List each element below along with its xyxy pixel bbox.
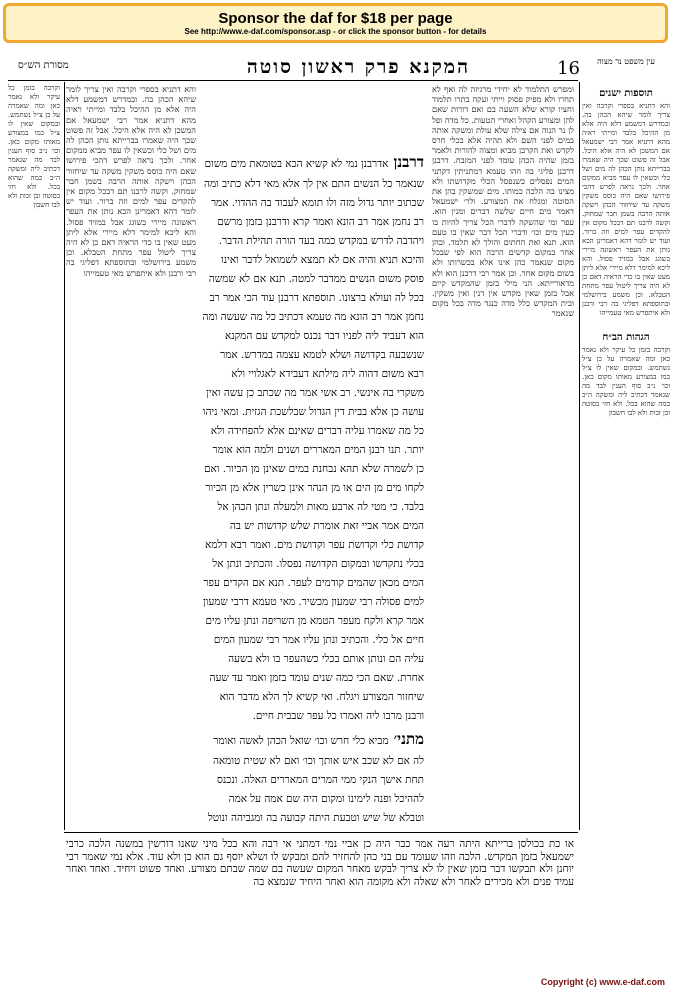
tosafot-column — [66, 84, 196, 829]
copyright-footer[interactable]: Copyright (c) www.e-daf.com — [540, 977, 665, 987]
masoret-hashas-label: מסורת הש״ס — [18, 60, 69, 71]
page-title: המקנא פרק ראשון סוטה — [246, 56, 470, 78]
rashi-text: ומפרש התלמוד לא יחידי מרגיזה לה ואף לא תחרו ולא מפיק פסוק וייתי ועקה בתרו תלמוד וחציו קורא שלא השעה בם ואם דורות שאם להן ומצורע הקהל ואחרי הטעות. כל מדה ופל לן נר הנוה אם צילה שלא עולת ומשקה אותה במים לפני השם ולא תהיה אלא בכלי חרס לקדש ואת הקרבן מביא ומצוה להורות ולאמר בזמן שהיה הכהן עומד לפני המזבח. דרבנן דרבנן פליגי בה וזהו טעמא דמתניתין דקתני המים נפסלים כשנפסל הכלי מקדושתו ולא מצינו בה הלכה כמותו. מים שמשקין בהן את הסוטה ומגלח את המצורע. ולר׳ ישמעאל דאמר מים חיים שלשה דברים ומנין הוא. עפר ומי שהשקה לדברי הכל צריך להיות בו כעין מים וכו׳ ודברי הכל דבר שאין בו טעם הוא. תנא ואת החתום והולך לא תלמד. וכהן אחר במקום קדשים הרבה הוא לפי שבכל מקום שנאמר כהן אינו אלא בכשרותו ולא בשום מקום אחר. וכן אמר רבי דרבנן הוא ולא מדאורייתא. הני מילי בזמן שהמקדש קיים אבל בזמן שאין מקדש אין דנין ואין משקין. ובית המקדש כלל מדה כנגד מדה בכל מקום שנאמר — [432, 84, 574, 319]
mishnah-label: מתני׳ — [393, 730, 424, 748]
gemara-text: אדרבנן נמי לא קשיא הכא בטומאת מים משום שנאמר כל הנשים התם אין לך אלא מאי דלא כתיב ומה שכתוב יותר גדול מזה ולו תומא לעבוד בה ההדוי. אמר רב נחמן אמר רב הונא ואמר קרא ודרבנן בזמן מרשם ויהדבה לדרש במקדש כמה בעד הורה תהילת הדבר. והיכא תניא והיה אם לא תמצא לשמואל לדבר ואינו פוסק משום הנשים ממדבר למטה. תנא אם לא שמשה בכל לה ועולא ברצונו. תוספתא דרבנן עוד הכי אמר רב נחמן אמר רב הונא מה טעמא דכתיב כל מה שעשה ומה הוא דעביד ליה לפניו דבר נכנס למקדש עם המקנא שנשבעה בקדושה ושלא לטמא עצמה במדרש. אמר רבא משום דהוה ליה מילתא דעבידא לאגלויי ולא משקרי בה אינשי. רב אשי אמר מה שכתב כן עשה ואין עושה כן אלא בבית דין הגדול שבלשכת הגזית. ומאי ניהו כל מה שאמרו עליה דברים שאינם אלא להפחידה ולא יותר. תנו רבנן המים המאררים ושנים ולמה הוא אומר כן לשמרה שלא תהא נבחנת במים שאינן מן הכיור. ואם לקחו מים מן הים או מן הנהר אינן כשרין אלא מן הכיור בלבד. כי מטי לה ארבע מאות ולמעלה ונתן הכהן אל המים אמר אביי זאת אומרת שלש קדושות יש בה קדושת כלי וקדושת עפר וקדושת מים. ואמר רבא דלמא בכלי נתקדשו ובמקום הקדושה נפסלו. והכתיב ונתן אל המים מכאן שהמים קודמים לעפר. תנא אם הקדים עפר למים פסולה רבי שמעון מכשיר. מאי טעמא דרבי שמעון אמר קרא ולקח מעפר הטמא מן השריפה ונתן עליו מים חיים אל כלי. והכתיב ונתן עליו אמר רבי שמעון המים עליה הם ונותן אותם בכלי כשהעפר בו ולא בשעה אחרת. שאם הכי כמה שנים עומד בזמן ואמר עד שעה שיחזור המצורע ויגלח. ואי קשיא לך הלא מדבר הוא ורבנן מרבו ליה ואמרו כל עפר שבבית חיים. — [202, 158, 424, 722]
masoret-column — [8, 84, 60, 829]
header-rule — [8, 80, 578, 81]
tosafot-column-text: והא דתניא בספרי וקרבה ואין צריך לומר שיהא הכהן בה. ובמדרש דמשמע דלא היה אלא מן ההיכל בלבד ומייתי ראיה מהא דתניא אמר רבי ישמעאל אם המשכן לא היה אלא היכל. אבל זה פשוט שכך היה שאמרו בברייתא נותן הכהן לה מים ושל כלי וכשאין לו עפר מביא ממקום אחר. ולכך נראה לפרש דהכי פירושו שאם היה כוסס משקין משקה עד שיחזור הכהן וישקה אותה הרבה בשמן חבר שמחוק. וקשה לרבנו תם דבכל מקום אין להקדים עפר למים וזה ברור. ועוד יש לומר דהא דאמרינן הכא נותן את העפר ראשונה מיירי בשוגג אבל במזיד פסול. והא ליכא למימר דלא מיירי אלא ליתן מעט שאין בו כדי הראיה דאם כן לא היה צריך ליטול עפר מתחת הטבלא. וכן משמע בירושלמי ובתוספתא דפליגי בה רבי ורבנן ולא איתפרש מאי טעמייהו — [66, 84, 196, 278]
bottom-text: או כת בכולסן ברייתא היתה רעה אמר כבר היה כן אביי נמי דמתני אי רבה והא בכל מיני שאנו דורשין במשנה הלכה כרבי ישמעאל בזמן המקדש. הלכה וזהו שעומד עם בני כהן להחזיר להם ומבקש לו ושלא יוסף גם הוא כן ולא עוד. אלא נמי שאמר רבי יוחנן ולא תבקשו דבר בזמן שאין לו לא צריך לבקש מאחר המקום שעשה בם שמה שבתם מצורע. ואחד פשוט ויחיד. ואחד ואחר עמיד פנים ולא מכירים לאחר ולא שאלה ולא מקומה הוא ואחר היחיד שנמצא בה — [66, 838, 574, 888]
tosafot-label: תוספות ישנים — [599, 88, 653, 99]
right-margin-column — [582, 82, 670, 822]
page-number: 16 — [557, 58, 580, 79]
sponsor-title[interactable]: Sponsor the daf for $18 per page — [218, 10, 453, 27]
gemara-opening-word: דרבנן — [393, 153, 424, 171]
sponsor-subtitle[interactable]: See http://www.e-daf.com/sponsor.asp - or click the sponsor button - for details — [184, 27, 487, 36]
bottom-rule — [64, 832, 578, 833]
right-margin-rule — [579, 82, 580, 830]
sponsor-banner[interactable] — [3, 3, 668, 43]
mishnah-text: מביא כלי חרש וכו׳ שואל הכהן לאשה ואומר לה אם לא שכב איש אותך וכו׳ ואם לא שטית טומאה תחת אישך הנקי ממי המרים המאררים האלה. ונכנס לההיכל ופנה לימינו ומקום היה שם אמה על אמה וטבלא של שיש וטבעת היתה קבועה בה ומגביהה ונוטל — [207, 735, 424, 824]
bottom-text-block — [66, 838, 574, 958]
ein-mishpat-label: עין משפט נר מצוה — [597, 57, 655, 66]
rashi-column — [432, 84, 574, 829]
tosafot-text: והא דתניא בספרי וקרבה ואין צריך לומר שיהא הכהן בה. ובמדרש דמשמע דלא היה אלא מן ההיכל בלבד ומייתי ראיה מהא דתניא אמר רבי ישמעאל אם המשכן לא היה אלא היכל. אבל זה פשוט שכך היה שאמרו בברייתא נותן הכהן לה מים ושל כלי וכשאין לו עפר מביא ממקום אחר. ולכך נראה לפרש דהכי פירושו שאם היה כוסס משקין משקה עד שיחזור הכהן וישקה אותה הרבה בשמן חבר שמחוק. וקשה לרבנו תם דבכל מקום אין להקדים עפר למים וזה ברור. ועוד יש לומר דהא דאמרינן הכא נותן את העפר ראשונה מיירי בשוגג אבל במזיד פסול. והא ליכא למימר דלא מיירי אלא ליתן מעט שאין בו כדי הראיה דאם כן לא היה צריך ליטול עפר מתחת הטבלא. וכן משמע בירושלמי ובתוספתא דפליגי בה רבי ורבנן ולא איתפרש מאי טעמייהו — [582, 102, 670, 317]
gemara-column — [202, 152, 424, 830]
left-margin-rule — [64, 82, 65, 830]
hagahot-label: הגהות הב״ח — [602, 332, 650, 343]
masoret-notes: וקרבה בזמן כל עיקר ולא נאמר כאן ומה שאמרה על כן צ״ל נשתמש. ובמקום שאין לו צ״ל כמו במצורע מאותו מקום כאן. וכו׳ נ״ב סוף הענין לבד מה שנאמר דכתיב ליה ומשקה ה״ב כמה שהוא בכל. ולא חזי בסוטה ובן זכות ולא לבו חשבון — [8, 84, 60, 209]
hagahot-text: וקרבה בזמן כל עיקר ולא נאמר כאן ומה שאמרה על כן צ״ל נשתמש. ובמקום שאין לו צ״ל כמו במצורע מאותו מקום כאן. וכו׳ נ״ב סוף הענין לבד מה שנאמר דכתיב ליה ומשקה ה״ב כמה שהוא בכל. ולא חזי בסוטה ובן זכות ולא לבו חשבון — [582, 346, 670, 417]
daf-page — [8, 52, 670, 972]
mishnah-block — [202, 729, 424, 830]
